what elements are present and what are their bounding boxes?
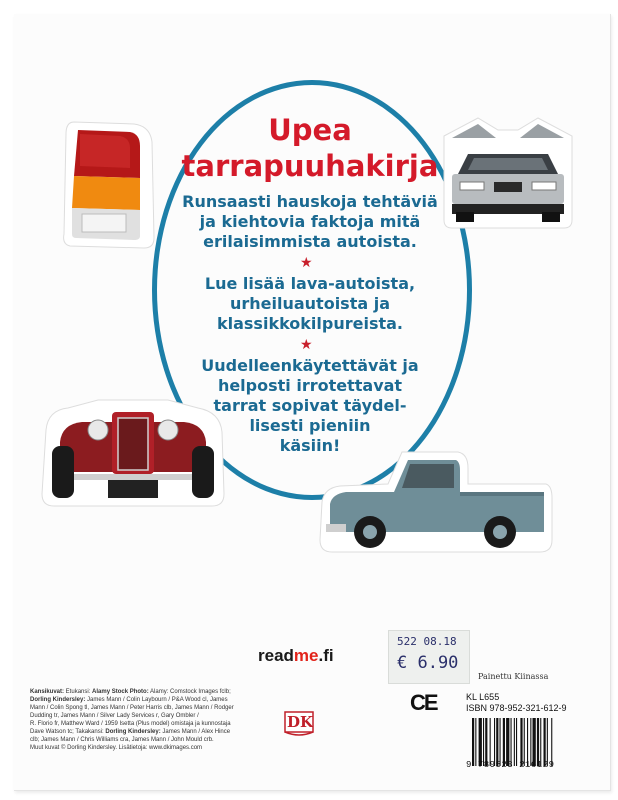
credits-line: Muut kuvat © Dorling Kindersley. Lisätietoja: www.dkimages.com bbox=[30, 745, 203, 751]
credits-line: Dudding tr, James Mann / Silver Lady Services r, Gary Ombler / bbox=[30, 713, 199, 719]
product-code: KL L655 bbox=[466, 692, 500, 702]
price-sticker bbox=[388, 630, 470, 684]
credits-line: clb; James Mann / Chris Williams cra, James Mann / John Mould crb. bbox=[30, 737, 214, 743]
paragraph-2-line-2: urheiluautoista ja bbox=[229, 294, 390, 313]
credits-line: Dorling Kindersley: James Mann / Colin Laybourn / P&A Wood cl, James bbox=[30, 697, 228, 703]
paragraph-3-line-5: käsiin! bbox=[279, 436, 341, 455]
paragraph-2-line-1: Lue lisää lava-autoista, bbox=[204, 274, 416, 293]
delorean-sticker bbox=[438, 110, 578, 230]
logo-suffix: .fi bbox=[318, 646, 334, 665]
pickup-truck-sticker bbox=[318, 448, 554, 556]
credits-line: Mann / Colin Spong tl, James Mann / Peter Harris clb, James Mann / Rodger bbox=[30, 705, 234, 711]
ce-mark: CE bbox=[410, 690, 437, 715]
isbn-number: ISBN 978-952-321-612-9 bbox=[466, 703, 567, 713]
dk-letters: DK bbox=[287, 713, 314, 731]
readme-logo bbox=[258, 646, 334, 666]
paragraph-2-line-3: klassikkokilpureista. bbox=[216, 314, 404, 333]
taillight-sticker bbox=[60, 118, 156, 250]
paragraph-1-line-3: erilaisimmista autoista. bbox=[203, 232, 417, 251]
price-code: 522 08.18 bbox=[397, 635, 457, 648]
printed-in-text: Painettu Kiinassa bbox=[478, 672, 549, 681]
logo-prefix: read bbox=[258, 646, 294, 665]
credits-block bbox=[30, 688, 280, 752]
barcode-number: 9 789523 216129 bbox=[466, 760, 555, 770]
credits-line: Dave Watson tc; Takakansi: Dorling Kindersley: James Mann / Alex Hince bbox=[30, 729, 231, 735]
paragraph-3-line-3: tarrat sopivat täydel- bbox=[213, 396, 407, 415]
paragraph-3-line-2: helposti irrotettavat bbox=[217, 376, 403, 395]
title-line-1: Upea bbox=[268, 113, 352, 147]
star-icon: ★ bbox=[300, 255, 313, 271]
classic-roadster-sticker bbox=[38, 390, 228, 510]
credits-line: R. Florio fr, Matthew Ward / 1959 Isetta (Plus model) omistaja ja kunnostaja bbox=[30, 721, 231, 727]
isbn-block bbox=[466, 692, 567, 714]
paragraph-1-line-2: ja kiehtovia faktoja mitä bbox=[199, 212, 421, 231]
credits-line: Kansikuvat: Etukansi: Alamy Stock Photo: Alamy: Comstock Images fclb; bbox=[30, 689, 231, 695]
paragraph-3-line-4: lisesti pieniin bbox=[249, 416, 371, 435]
dk-logo bbox=[283, 710, 315, 740]
paragraph-1-line-1: Runsaasti hauskoja tehtäviä bbox=[182, 192, 438, 211]
logo-accent: me bbox=[293, 646, 319, 665]
price-value: € 6.90 bbox=[397, 653, 459, 673]
star-icon: ★ bbox=[300, 337, 313, 353]
paragraph-3-line-1: Uudelleenkäytettävät ja bbox=[201, 356, 419, 375]
title-line-2: tarrapuuhakirja bbox=[181, 149, 439, 183]
